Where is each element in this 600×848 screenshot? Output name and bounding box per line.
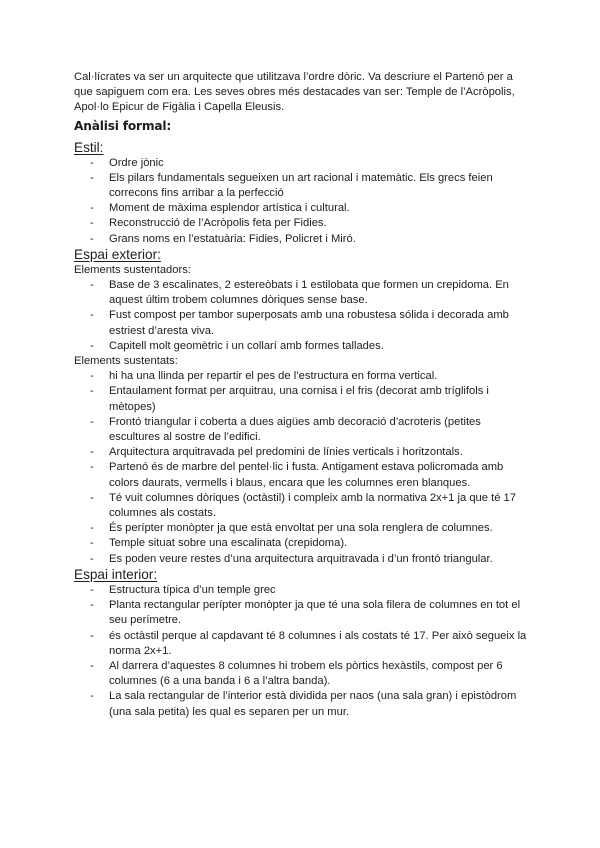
list-item: - És perípter monòpter ja que està envoltat per una sola renglera de columnes. <box>74 521 534 536</box>
list-item: - Té vuit columnes dòriques (octàstil) i compleix amb la normativa 2x+1 ja que té 17 columnes als costats. <box>74 491 534 521</box>
list-item: - Entaulament format per arquitrau, una cornisa i el fris (decorat amb tríglifols i mètopes) <box>74 384 534 414</box>
list-item: - Al darrera d’aquestes 8 columnes hi trobem els pòrtics hexàstils, compost per 6 columnes (6 a una banda i 6 a l’altra banda). <box>74 659 534 689</box>
list-item: - és octàstil perque al capdavant té 8 columnes i als costats té 17. Per això segueix la norma 2x+1. <box>74 629 534 659</box>
list-item: - Reconstrucció de l’Acròpolis feta per Fidies. <box>74 216 534 231</box>
subheading-sustentats: Elements sustentats: <box>74 355 178 368</box>
estil-list <box>74 156 534 247</box>
list-item: - hi ha una llinda per repartir el pes de l’estructura en forma vertical. <box>74 369 534 384</box>
sustentadors-list <box>74 278 534 354</box>
list-item: - Grans noms en l’estatuària: Fidies, Policret i Miró. <box>74 232 534 247</box>
list-item: - Fust compost per tambor superposats amb una robustesa sólida i decorada amb estriest d’aresta viva. <box>74 308 534 338</box>
list-item: - Ordre jònic <box>74 156 534 171</box>
list-item: - Es poden veure restes d’una arquitectura arquitravada i d’un frontó triangular. <box>74 552 534 567</box>
sustentats-list <box>74 369 534 567</box>
intro-paragraph: Cal·lícrates va ser un arquitecte que utilitzava l’ordre dòric. Va descriure el Partenó per a que sapiguem com era. Les seves obres més destacades van ser: Temple de l’Acròpolis, Apol·lo Epicur de Figàlia i Capella Eleusis. <box>74 71 515 114</box>
list-item: - Temple situat sobre una escalinata (crepidoma). <box>74 536 534 551</box>
list-item: - Arquitectura arquitravada pel predomini de línies verticals i horitzontals. <box>74 445 534 460</box>
list-item: - Planta rectangular perípter monòpter ja que té una sola filera de columnes en tot el seu perímetre. <box>74 598 534 628</box>
interior-list <box>74 583 534 720</box>
list-item: - Moment de màxima esplendor artística i cultural. <box>74 201 534 216</box>
list-item: - Capitell molt geomètric i un collarí amb formes tallades. <box>74 339 534 354</box>
document-title: Anàlisi formal: <box>74 118 172 133</box>
section-heading-estil: Estil: <box>74 139 104 155</box>
subheading-sustentadors: Elements sustentadors: <box>74 263 191 276</box>
list-item: - La sala rectangular de l’interior està dividida per naos (una sala gran) i epistòdrom (una sala petita) les qual es separen per un mur. <box>74 689 534 719</box>
list-item: - Base de 3 escalinates, 2 estereòbats i 1 estilobata que formen un crepidoma. En aquest últim trobem columnes dòriques sense base. <box>74 278 534 308</box>
section-heading-interior: Espai interior: <box>74 566 158 582</box>
list-item: - Partenó és de marbre del pentel·lic i fusta. Antigament estava policromada amb colors daurats, vermells i blaus, encara que les columnes eren blanques. <box>74 460 534 490</box>
list-item: - Estructura típica d’un temple grec <box>74 583 534 598</box>
section-heading-exterior: Espai exterior: <box>74 246 161 262</box>
document-body <box>74 70 534 720</box>
list-item: - Frontó triangular i coberta a dues aigües amb decoració d’acroteris (petites escultures al sostre de l’edifici. <box>74 415 534 445</box>
list-item: - Els pilars fundamentals segueixen un art racional i matemàtic. Els grecs feien correcons fins arribar a la perfecció <box>74 171 534 201</box>
